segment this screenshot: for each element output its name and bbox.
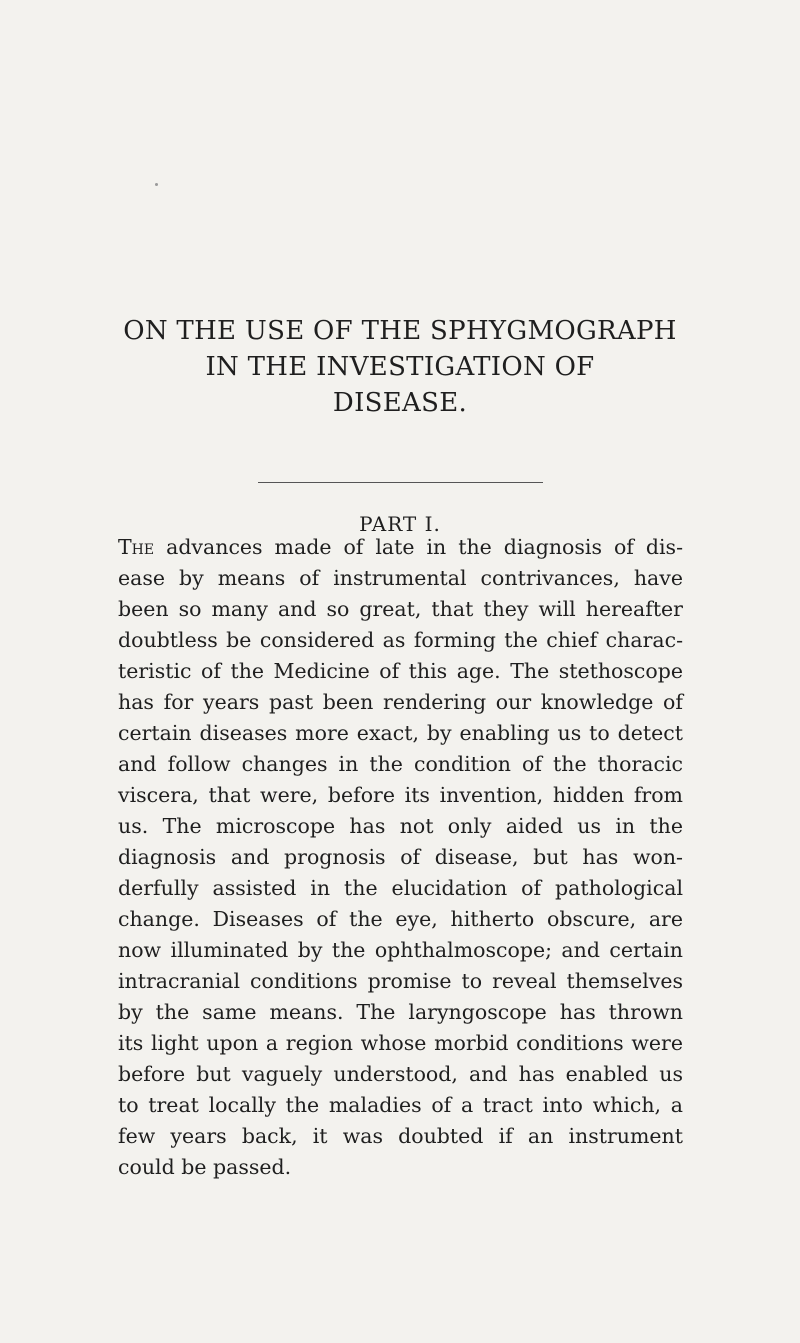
paragraph-line: by the same means. The laryngoscope has thrown [118, 1000, 683, 1024]
paragraph-line: intracranial conditions promise to reveal themselves [118, 969, 683, 993]
paragraph-line: us. The microscope has not only aided us in the [118, 814, 683, 838]
paragraph-line: could be passed. [118, 1155, 292, 1179]
paragraph-line: been so many and so great, that they will hereafter [118, 597, 683, 621]
paragraph-line: now illuminated by the ophthalmoscope; and certain [118, 938, 683, 962]
paragraph-line: certain diseases more exact, by enabling us to detect [118, 721, 683, 745]
paragraph-line: before but vaguely understood, and has enabled us [118, 1062, 683, 1086]
paper-speck [155, 183, 158, 186]
paragraph-line: and follow changes in the condition of the thoracic [118, 752, 683, 776]
paragraph-line: change. Diseases of the eye, hitherto obscure, are [118, 907, 683, 931]
part-heading: PART I. [359, 512, 441, 536]
drop-word: The [118, 535, 155, 559]
title-line: DISEASE. [332, 388, 468, 418]
paragraph-line: to treat locally the maladies of a tract into which, a [118, 1093, 683, 1117]
paragraph-line: teristic of the Medicine of this age. The stethoscope [118, 659, 683, 683]
title-line: IN THE INVESTIGATION OF [205, 352, 595, 382]
chapter-title [100, 313, 700, 421]
paragraph-line: diagnosis and prognosis of disease, but has won- [118, 845, 683, 869]
paragraph-line: has for years past been rendering our knowledge of [118, 690, 683, 714]
paragraph-line: The advances made of late in the diagnosis of dis- [118, 535, 683, 559]
body-paragraph [118, 532, 683, 1183]
title-line: ON THE USE OF THE SPHYGMOGRAPH [123, 316, 677, 346]
paragraph-line: its light upon a region whose morbid conditions were [118, 1031, 683, 1055]
paragraph-line: viscera, that were, before its invention, hidden from [118, 783, 683, 807]
paragraph-line: few years back, it was doubted if an instrument [118, 1124, 683, 1148]
section-divider [258, 482, 543, 483]
paragraph-line: ease by means of instrumental contrivances, have [118, 566, 683, 590]
paragraph-line: doubtless be considered as forming the chief charac- [118, 628, 683, 652]
paragraph-line: derfully assisted in the elucidation of pathological [118, 876, 683, 900]
